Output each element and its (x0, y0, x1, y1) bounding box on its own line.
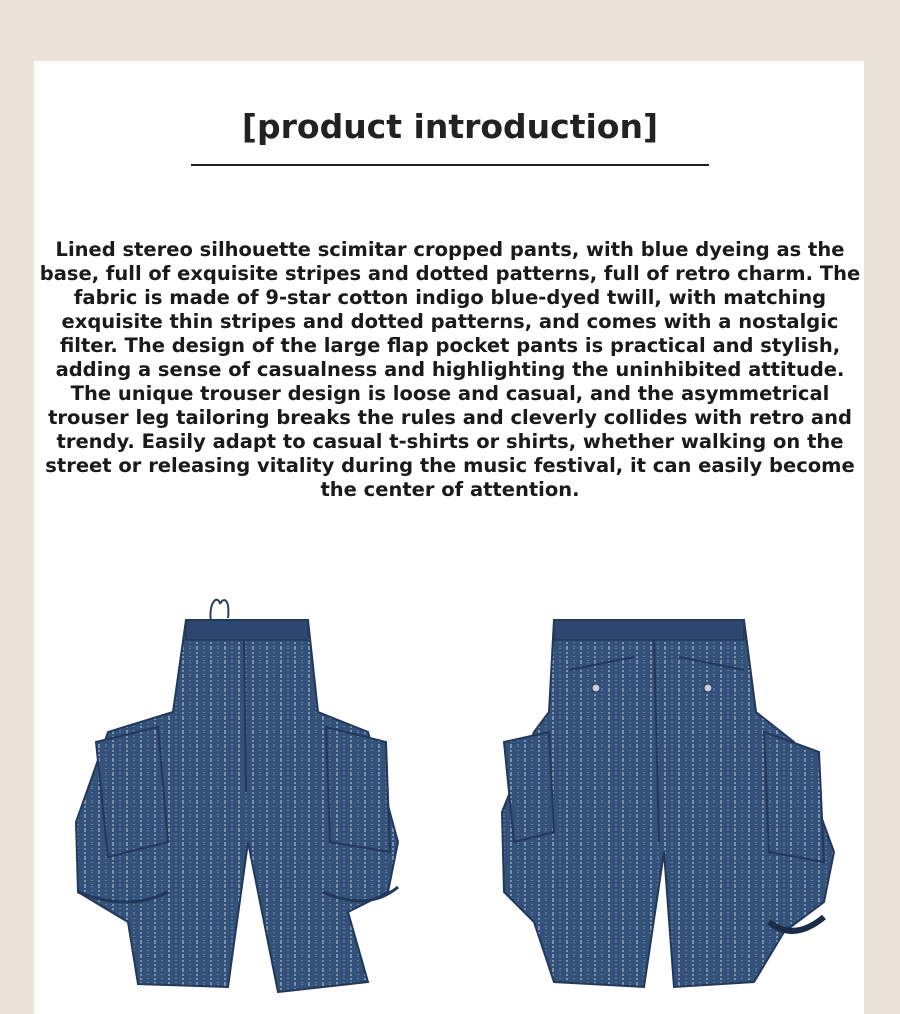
product-photo-front (68, 592, 423, 997)
section-title: [product introduction] (241, 107, 659, 146)
title-divider (191, 164, 709, 166)
product-description: Lined stereo silhouette scimitar cropped pants, with blue dyeing as the base, full of exquisite stripes and dotted patterns, full of retro charm. The fabric is made of 9-star cotton indigo blue-dyed twill, with matching exquisite thin stripes and dotted patterns, and comes with a nostalgic filter. The design of the large flap pocket pants is practical and stylish, adding a sense of casualness and highlighting the uninhibited attitude. The unique trouser design is loose and casual, and the asymmetrical trouser leg tailoring breaks the rules and cleverly collides with retro and trendy. Easily adapt to casual t-shirts or shirts, whether walking on the street or releasing vitality during the music festival, it can easily become the center of attention. (39, 238, 861, 501)
product-photo-back (494, 592, 839, 997)
